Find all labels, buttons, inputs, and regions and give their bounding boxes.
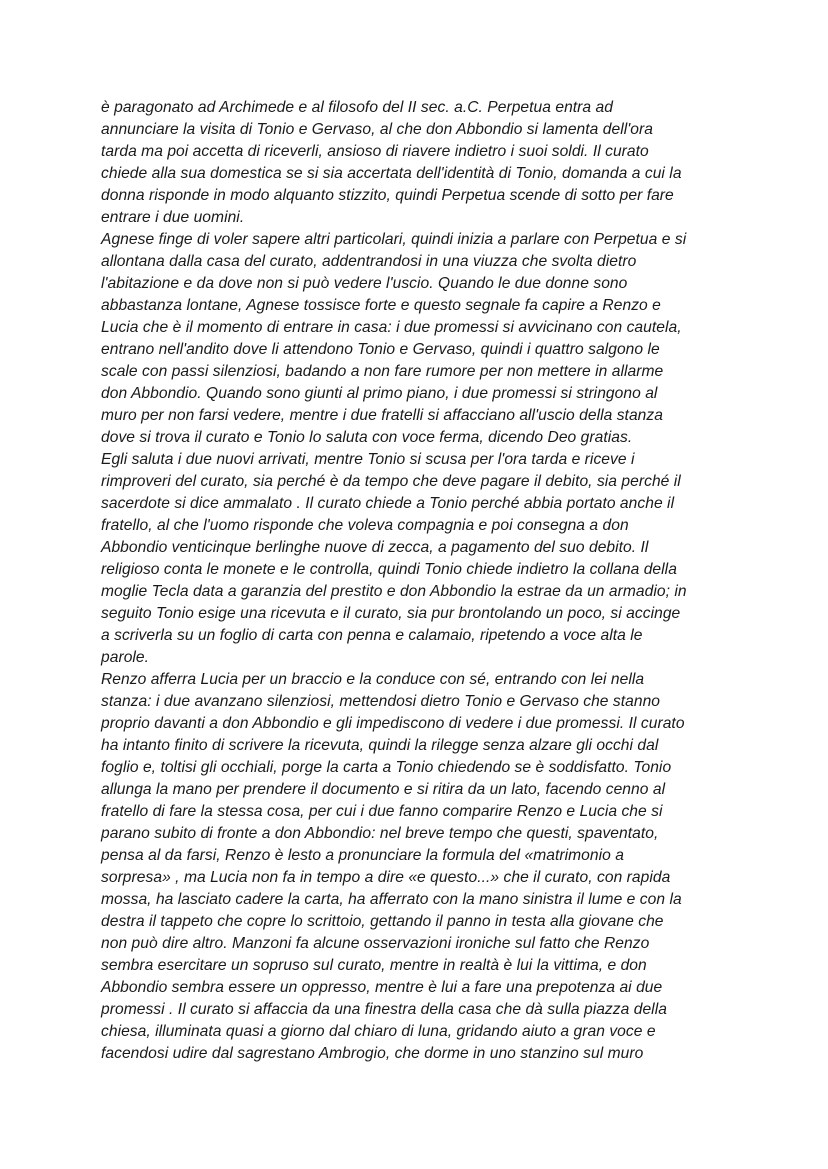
text-line: foglio e, toltisi gli occhiali, porge la carta a Tonio chiedendo se è soddisfatto. Tonio <box>101 759 672 776</box>
text-line: sacerdote si dice ammalato . Il curato chiede a Tonio perché abbia portato anche il <box>101 495 675 512</box>
text-line: parole. <box>101 649 150 666</box>
text-line: muro per non farsi vedere, mentre i due fratelli si affacciano all'uscio della stanza <box>101 407 663 424</box>
text-line: proprio davanti a don Abbondio e gli impediscono di vedere i due promessi. Il curato <box>101 715 685 732</box>
text-line: sorpresa» , ma Lucia non fa in tempo a dire «e questo...» che il curato, con rapida <box>101 869 671 886</box>
text-line: entrano nell'andito dove li attendono Tonio e Gervaso, quindi i quattro salgono le <box>101 341 660 358</box>
text-line: don Abbondio. Quando sono giunti al primo piano, i due promessi si stringono al <box>101 385 658 402</box>
text-line: tarda ma poi accetta di riceverli, ansioso di riavere indietro i suoi soldi. Il curato <box>101 143 649 160</box>
text-line: destra il tappeto che copre lo scrittoio, gettando il panno in testa alla giovane che <box>101 913 664 930</box>
text-line: rimproveri del curato, sia perché è da tempo che deve pagare il debito, sia perché il <box>101 473 681 490</box>
text-line: mossa, ha lasciato cadere la carta, ha afferrato con la mano sinistra il lume e con la <box>101 891 682 908</box>
text-line: allunga la mano per prendere il documento e si ritira da un lato, facendo cenno al <box>101 781 666 798</box>
text-line: Abbondio sembra essere un oppresso, mentre è lui a fare una prepotenza ai due <box>101 979 663 996</box>
text-line: è paragonato ad Archimede e al filosofo del II sec. a.C. Perpetua entra ad <box>101 99 613 116</box>
text-line: stanza: i due avanzano silenziosi, mettendosi dietro Tonio e Gervaso che stanno <box>101 693 661 710</box>
text-line: fratello, al che l'uomo risponde che voleva compagnia e poi consegna a don <box>101 517 629 534</box>
text-line: religioso conta le monete e le controlla, quindi Tonio chiede indietro la collana della <box>101 561 677 578</box>
text-line: facendosi udire dal sagrestano Ambrogio, che dorme in uno stanzino sul muro <box>101 1045 644 1062</box>
text-line: pensa al da farsi, Renzo è lesto a pronunciare la formula del «matrimonio a <box>101 847 624 864</box>
text-line: sembra esercitare un sopruso sul curato, mentre in realtà è lui la vittima, e don <box>101 957 647 974</box>
text-line: annunciare la visita di Tonio e Gervaso, al che don Abbondio si lamenta dell'ora <box>101 121 653 138</box>
text-line: chiede alla sua domestica se si sia accertata dell'identità di Tonio, domanda a cui la <box>101 165 682 182</box>
text-line: fratello di fare la stessa cosa, per cui i due fanno comparire Renzo e Lucia che si <box>101 803 663 820</box>
text-line: promessi . Il curato si affaccia da una finestra della casa che dà sulla piazza della <box>101 1001 667 1018</box>
text-line: Agnese finge di voler sapere altri particolari, quindi inizia a parlare con Perpetua e si <box>101 231 687 248</box>
text-line: scale con passi silenziosi, badando a non fare rumore per non mettere in allarme <box>101 363 664 380</box>
text-line: non può dire altro. Manzoni fa alcune osservazioni ironiche sul fatto che Renzo <box>101 935 650 952</box>
text-line: allontana dalla casa del curato, addentrandosi in una viuzza che svolta dietro <box>101 253 637 270</box>
text-line: moglie Tecla data a garanzia del prestito e don Abbondio la estrae da un armadio; in <box>101 583 687 600</box>
text-line: a scriverla su un foglio di carta con penna e calamaio, ripetendo a voce alta le <box>101 627 643 644</box>
text-line: Renzo afferra Lucia per un braccio e la conduce con sé, entrando con lei nella <box>101 671 645 688</box>
text-line: entrare i due uomini. <box>101 209 245 226</box>
text-line: ha intanto finito di scrivere la ricevuta, quindi la rilegge senza alzare gli occhi dal <box>101 737 659 754</box>
body-text <box>101 97 741 1065</box>
text-line: chiesa, illuminata quasi a giorno dal chiaro di luna, gridando aiuto a gran voce e <box>101 1023 656 1040</box>
text-line: parano subito di fronte a don Abbondio: nel breve tempo che questi, spaventato, <box>101 825 659 842</box>
text-line: abbastanza lontane, Agnese tossisce forte e questo segnale fa capire a Renzo e <box>101 297 661 314</box>
text-line: l'abitazione e da dove non si può vedere l'uscio. Quando le due donne sono <box>101 275 628 292</box>
text-line: Abbondio venticinque berlinghe nuove di zecca, a pagamento del suo debito. Il <box>101 539 649 556</box>
text-line: Lucia che è il momento di entrare in casa: i due promessi si avvicinano con cautela, <box>101 319 682 336</box>
text-line: donna risponde in modo alquanto stizzito, quindi Perpetua scende di sotto per fare <box>101 187 674 204</box>
text-line: seguito Tonio esige una ricevuta e il curato, sia pur brontolando un poco, si accinge <box>101 605 681 622</box>
text-line: dove si trova il curato e Tonio lo saluta con voce ferma, dicendo Deo gratias. <box>101 429 633 446</box>
text-line: Egli saluta i due nuovi arrivati, mentre Tonio si scusa per l'ora tarda e riceve i <box>101 451 635 468</box>
